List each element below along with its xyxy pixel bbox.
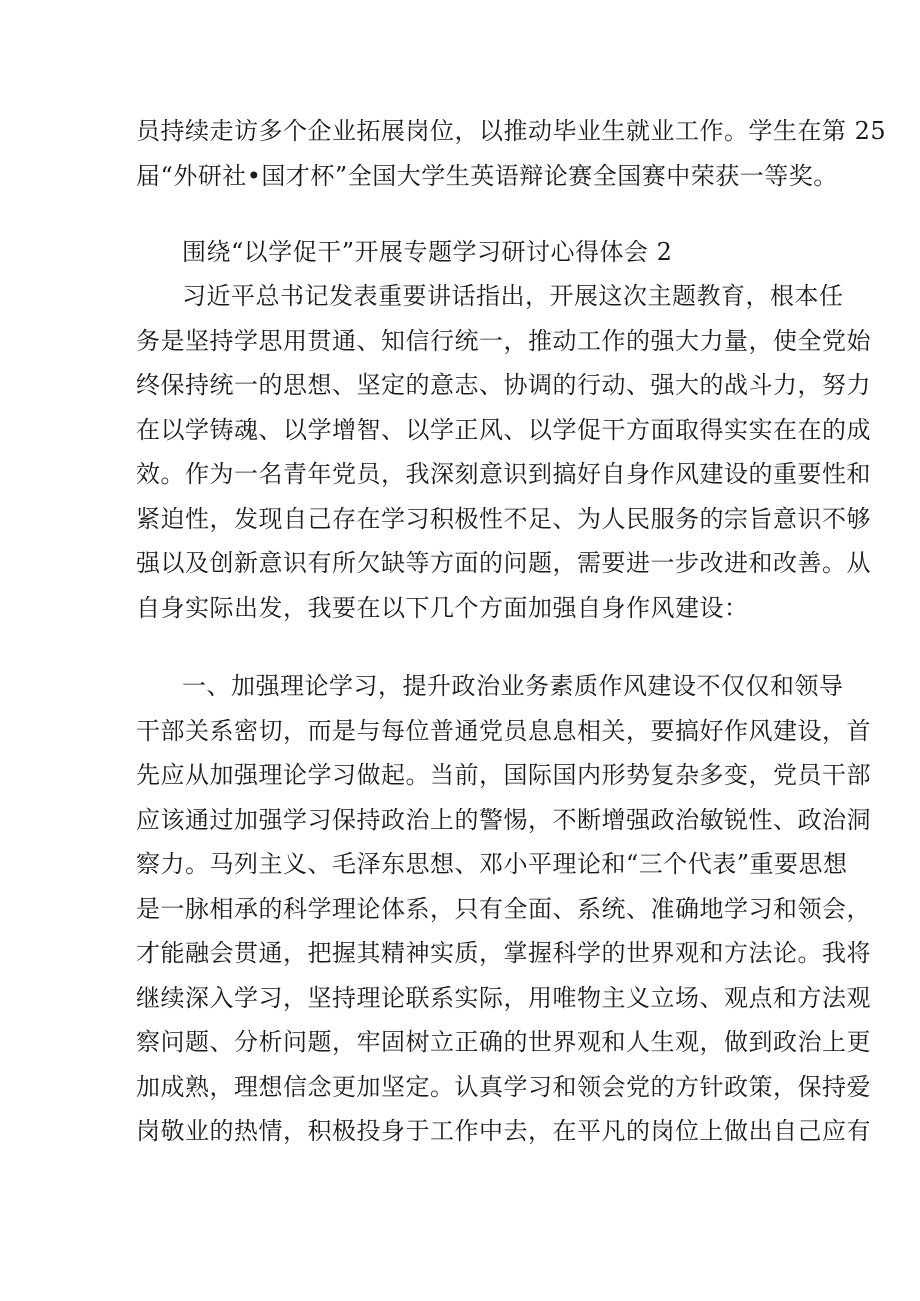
paragraph-line: 自身实际出发，我要在以下几个方面加强自身作风建设： [136,593,749,622]
paragraph-line: 加成熟，理想信念更加坚定。认真学习和领会党的方针政策，保持爱 [136,1072,871,1101]
paragraph-line: 应该通过加强学习保持政治上的警惕，不断增强政治敏锐性、政治洞 [136,805,871,834]
paragraph-line: 务是坚持学思用贯通、知信行统一，推动工作的强大力量，使全党始 [136,326,871,355]
paragraph-line: 强以及创新意识有所欠缺等方面的问题，需要进一步改进和改善。从 [136,549,871,577]
paragraph-line: 察问题、分析问题，牢固树立正确的世界观和人生观，做到政治上更 [136,1028,871,1056]
paragraph-line: 察力。马列主义、毛泽东思想、邓小平理论和“三个代表”重要思想 [136,850,848,878]
section-one-paragraph [136,664,871,1154]
paragraph-line: 才能融会贯通，把握其精神实质，掌握科学的世界观和方法论。我将 [136,939,871,967]
paragraph-line: 效。作为一名青年党员，我深刻意识到搞好自身作风建设的重要性和 [136,460,871,488]
paragraph-line: 届“外研社•国才杯”全国大学生英语辩论赛全国赛中荣获一等奖。 [136,161,838,190]
paragraph-line: 在以学铸魂、以学增智、以学正风、以学促干方面取得实实在在的成 [136,415,871,444]
continued-paragraph [136,109,887,198]
intro-paragraph [136,274,871,630]
paragraph-line: 岗敬业的热情，积极投身于工作中去，在平凡的岗位上做出自己应有 [136,1117,871,1145]
paragraph-line: 干部关系密切，而是与每位普通党员息息相关，要搞好作风建设，首 [136,716,871,745]
paragraph-line: 员持续走访多个企业拓展岗位，以推动毕业生就业工作。学生在第 25 [136,117,887,145]
heading-text: 围绕“以学促干”开展专题学习研讨心得体会 2 [182,238,673,266]
paragraph-line: 终保持统一的思想、坚定的意志、协调的行动、强大的战斗力，努力 [136,371,871,399]
paragraph-line: 先应从加强理论学习做起。当前，国际国内形势复杂多变，党员干部 [136,761,871,789]
paragraph-line: 是一脉相承的科学理论体系，只有全面、系统、准确地学习和领会， [136,894,871,923]
paragraph-line: 一、加强理论学习，提升政治业务素质作风建设不仅仅和领导 [182,672,844,700]
section-heading [182,230,742,275]
paragraph-line: 习近平总书记发表重要讲话指出，开展这次主题教育，根本任 [182,282,844,310]
paragraph-line: 继续深入学习，坚持理论联系实际，用唯物主义立场、观点和方法观 [136,983,871,1012]
paragraph-line: 紧迫性，发现自己存在学习积极性不足、为人民服务的宗旨意识不够 [136,504,871,533]
